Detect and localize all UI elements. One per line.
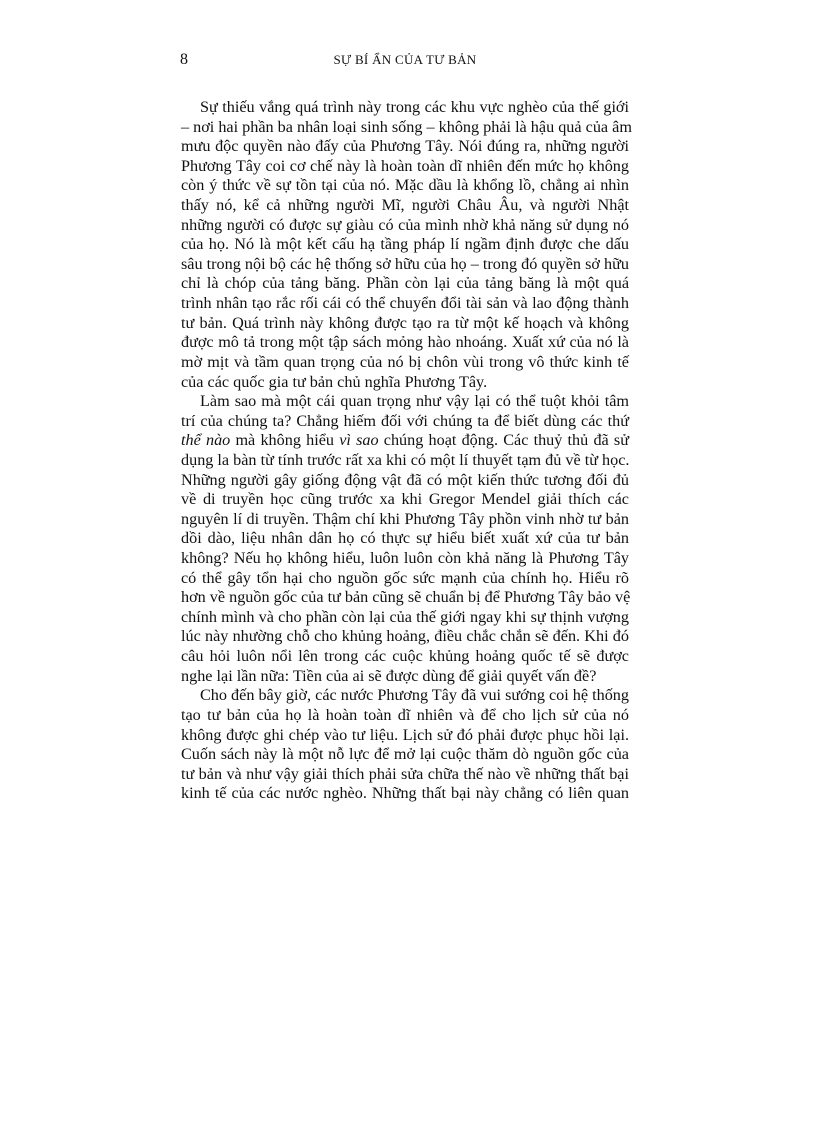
text-segment: của họ. Nó là một kết cấu hạ tầng pháp lí ngầm định được che dấu: [181, 235, 629, 254]
text-line: [181, 157, 629, 177]
text-line: [181, 451, 629, 471]
text-line: [181, 745, 629, 765]
text-segment: chỉ là chóp của tảng băng. Phần còn lại của tảng băng là một quá: [181, 274, 629, 293]
text-line: [181, 176, 629, 196]
text-line: [181, 667, 629, 687]
text-segment: mà không hiểu: [230, 431, 340, 450]
text-segment: chúng hoạt động. Các thuỷ thủ đã sử: [378, 431, 629, 450]
text-segment: tư bản và như vậy giải thích phải sửa chữa thế nào về những thất bại: [181, 764, 629, 783]
text-line: [181, 196, 629, 216]
text-line: [181, 333, 629, 353]
text-line: [181, 784, 629, 804]
text-segment: lúc này nhường chỗ cho khủng hoảng, điều chắc chắn sẽ đến. Khi đó: [181, 627, 629, 646]
text-segment: nghe lại lần nữa: Tiền của ai sẽ được dùng để giải quyết vấn đề?: [181, 666, 597, 685]
text-segment: thấy nó, kể cả những người Mĩ, người Châu Âu, và người Nhật: [181, 196, 629, 215]
text-line: [181, 294, 629, 314]
text-line: [181, 235, 629, 255]
text-segment: trí của chúng ta? Chẳng hiếm đối với chúng ta để biết dùng các thứ: [181, 411, 629, 430]
text-line: [181, 627, 629, 647]
text-segment: về di truyền học cũng trước xa khi Gregor Mendel giải thích các: [181, 490, 629, 509]
text-segment: – nơi hai phần ba nhân loại sinh sống – không phải là hậu quả của âm: [181, 117, 632, 136]
text-line: [181, 608, 629, 628]
text-segment: những người có được sự giàu có của mình nhờ khả năng sử dụng nó: [181, 215, 629, 234]
italic-text: thể nào: [181, 431, 231, 450]
text-line: [181, 686, 629, 706]
text-line: [181, 98, 629, 118]
text-line: [181, 373, 629, 393]
paragraph: [181, 686, 629, 804]
text-line: [181, 549, 629, 569]
paragraph: [181, 392, 629, 686]
text-segment: tư bản. Quá trình này không được tạo ra từ một kế hoạch và không: [181, 313, 629, 332]
text-line: [181, 392, 629, 412]
text-line: [181, 569, 629, 589]
text-line: [181, 255, 629, 275]
text-segment: Sự thiếu vắng quá trình này trong các khu vực nghèo của thế giới: [200, 98, 629, 116]
text-segment: Những người gây giống động vật đã có một kiến thức tương đối đủ: [181, 470, 629, 489]
text-segment: sâu trong nội bộ các hệ thống sở hữu của họ – trong đó quyền sở hữu: [181, 254, 629, 273]
text-segment: Cuốn sách này là một nỗ lực để mở lại cuộc thăm dò nguồn gốc của: [181, 745, 629, 764]
text-segment: kinh tế của các nước nghèo. Những thất bại này chẳng có liên quan: [181, 784, 629, 803]
text-segment: Phương Tây coi cơ chế này là hoàn toàn dĩ nhiên đến mức họ không: [181, 156, 629, 175]
text-segment: không? Nếu họ không hiểu, luôn luôn còn khả năng là Phương Tây: [181, 549, 629, 568]
text-line: [181, 117, 632, 138]
running-title: SỰ BÍ ẨN CỦA TƯ BẢN: [333, 52, 477, 67]
body-text: [181, 98, 632, 804]
paragraph: [181, 98, 632, 392]
text-line: [181, 490, 629, 510]
text-line: [181, 412, 629, 432]
text-line: [181, 647, 629, 667]
text-segment: Làm sao mà một cái quan trọng như vậy lại có thể tuột khỏi tâm: [200, 392, 629, 411]
text-line: [181, 314, 629, 334]
text-segment: tạo tư bản của họ là hoàn toàn dĩ nhiên và để cho lịch sử của nó: [181, 705, 629, 724]
text-line: [181, 588, 629, 608]
text-line: [181, 431, 629, 451]
text-segment: mờ mịt và tầm quan trọng của nó bị chôn vùi trong vô thức kinh tế: [181, 352, 629, 371]
text-segment: câu hỏi luôn nổi lên trong các cuộc khủng hoảng quốc tế sẽ được: [181, 647, 629, 666]
italic-text: vì sao: [339, 431, 379, 450]
text-segment: được mô tả trong một tập sách mỏng hào nhoáng. Xuất xứ của nó là: [181, 333, 629, 352]
text-line: [181, 216, 629, 236]
text-line: [181, 529, 629, 549]
text-line: [181, 510, 629, 530]
text-line: [181, 726, 629, 746]
text-line: [181, 471, 629, 491]
text-segment: Cho đến bây giờ, các nước Phương Tây đã vui sướng coi hệ thống: [200, 686, 629, 705]
text-segment: nguyên lí di truyền. Thậm chí khi Phương Tây phồn vinh nhờ tư bản: [181, 509, 629, 528]
text-segment: có thể gây tổn hại cho nguồn gốc sức mạnh của chính họ. Hiểu rõ: [181, 568, 629, 587]
text-segment: dồi dào, liệu nhân dân họ có thực sự hiểu biết xuất xứ của tư bản: [181, 529, 629, 548]
text-segment: chính mình và cho phần còn lại của thế giới ngay khi sự thịnh vượng: [181, 607, 629, 626]
text-line: [181, 706, 629, 726]
text-segment: dụng la bàn từ tính trước rất xa khi có một lí thuyết tạm đủ về từ học.: [181, 450, 630, 469]
text-line: [181, 137, 629, 157]
text-line: [181, 765, 629, 785]
text-segment: hơn về nguồn gốc của tư bản cũng sẽ chuẩn bị để Phương Tây bảo vệ: [181, 588, 631, 607]
page-number: 8: [180, 51, 188, 68]
text-segment: còn ý thức về sự tồn tại của nó. Mặc dầu là khổng lồ, chẳng ai nhìn: [181, 176, 629, 195]
text-segment: mưu độc quyền nào đấy của Phương Tây. Nói đúng ra, những người: [181, 137, 629, 156]
text-segment: của các quốc gia tư bản chủ nghĩa Phương Tây.: [181, 372, 488, 391]
text-line: [181, 274, 629, 294]
text-line: [181, 353, 629, 373]
text-segment: trình nhân tạo rắc rối cái có thể chuyển đổi tài sản và lao động thành: [181, 294, 629, 313]
text-segment: không được ghi chép vào tư liệu. Lịch sử đó phải được phục hồi lại.: [181, 725, 629, 744]
